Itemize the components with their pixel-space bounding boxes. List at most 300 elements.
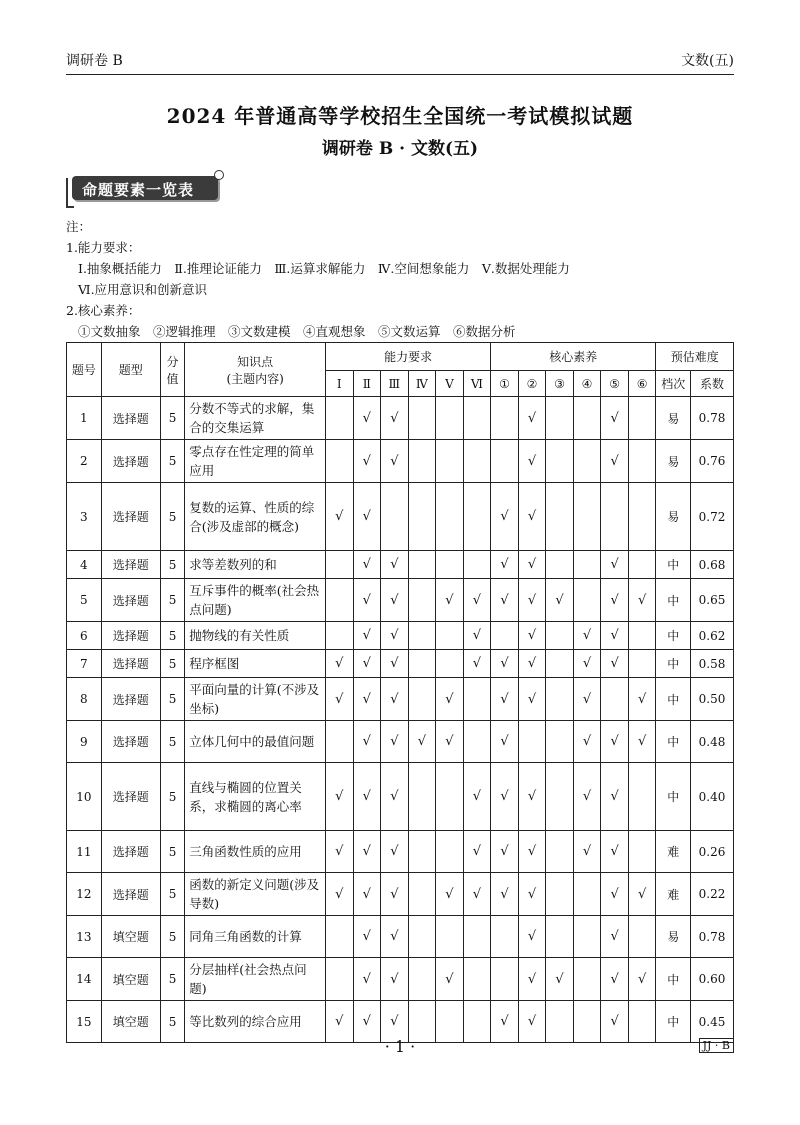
check-mark: √ xyxy=(491,551,519,579)
cell-level: 中 xyxy=(656,958,691,1001)
check-mark: √ xyxy=(326,650,354,678)
cell-level: 中 xyxy=(656,622,691,650)
cell-ability-6 xyxy=(463,397,491,440)
cell-num: 11 xyxy=(67,831,102,873)
check-mark: √ xyxy=(518,650,546,678)
cell-num: 13 xyxy=(67,916,102,958)
table-row xyxy=(67,650,734,678)
check-mark: √ xyxy=(601,551,629,579)
check-mark: √ xyxy=(601,397,629,440)
cell-score: 5 xyxy=(160,650,184,678)
cell-core-4 xyxy=(573,397,601,440)
cell-core-6 xyxy=(628,622,656,650)
col-core: 核心素养 xyxy=(491,343,656,371)
check-mark: √ xyxy=(436,579,464,622)
check-mark: √ xyxy=(326,763,354,831)
ability-line-1: Ⅰ.抽象概括能力 Ⅱ.推理论证能力 Ⅲ.运算求解能力 Ⅳ.空间想象能力 Ⅴ.数据处理能力 xyxy=(78,261,570,276)
cell-ability-6 xyxy=(463,440,491,483)
cell-ability-5 xyxy=(436,763,464,831)
cell-score: 5 xyxy=(160,1001,184,1043)
cell-type: 选择题 xyxy=(101,579,160,622)
check-mark: √ xyxy=(436,958,464,1001)
cell-score: 5 xyxy=(160,958,184,1001)
check-mark: √ xyxy=(463,763,491,831)
check-mark: √ xyxy=(353,678,381,721)
table-row xyxy=(67,678,734,721)
cell-coef: 0.78 xyxy=(691,916,734,958)
col-num: 题号 xyxy=(67,343,102,397)
cell-score: 5 xyxy=(160,721,184,763)
ability-col-6: Ⅵ xyxy=(463,371,491,397)
check-mark: √ xyxy=(518,763,546,831)
check-mark: √ xyxy=(381,1001,409,1043)
cell-ability-4 xyxy=(408,650,436,678)
cell-core-3 xyxy=(546,551,574,579)
check-mark: √ xyxy=(628,958,656,1001)
check-mark: √ xyxy=(601,440,629,483)
cell-type: 填空题 xyxy=(101,916,160,958)
cell-type: 选择题 xyxy=(101,397,160,440)
cell-topic: 函数的新定义问题(涉及导数) xyxy=(185,873,326,916)
check-mark: √ xyxy=(573,650,601,678)
table-row xyxy=(67,622,734,650)
cell-score: 5 xyxy=(160,678,184,721)
table-row xyxy=(67,483,734,551)
check-mark: √ xyxy=(601,622,629,650)
check-mark: √ xyxy=(381,551,409,579)
check-mark: √ xyxy=(573,831,601,873)
cell-ability-5 xyxy=(436,916,464,958)
check-mark: √ xyxy=(518,622,546,650)
cell-score: 5 xyxy=(160,831,184,873)
core-col-1: ① xyxy=(491,371,519,397)
check-mark: √ xyxy=(601,916,629,958)
cell-topic: 分数不等式的求解，集合的交集运算 xyxy=(185,397,326,440)
check-mark: √ xyxy=(353,916,381,958)
col-score xyxy=(160,343,184,397)
cell-type: 填空题 xyxy=(101,1001,160,1043)
table-row xyxy=(67,916,734,958)
cell-topic: 求等差数列的和 xyxy=(185,551,326,579)
check-mark: √ xyxy=(326,831,354,873)
check-mark: √ xyxy=(518,483,546,551)
cell-core-6 xyxy=(628,763,656,831)
cell-topic: 抛物线的有关性质 xyxy=(185,622,326,650)
ability-col-4: Ⅳ xyxy=(408,371,436,397)
check-mark: √ xyxy=(463,831,491,873)
cell-type: 选择题 xyxy=(101,678,160,721)
check-mark: √ xyxy=(491,873,519,916)
check-mark: √ xyxy=(353,873,381,916)
cell-type: 选择题 xyxy=(101,831,160,873)
cell-ability-4 xyxy=(408,958,436,1001)
cell-ability-1 xyxy=(326,440,354,483)
cell-score: 5 xyxy=(160,483,184,551)
check-mark: √ xyxy=(353,483,381,551)
cell-ability-4 xyxy=(408,831,436,873)
cell-score: 5 xyxy=(160,763,184,831)
cell-coef: 0.72 xyxy=(691,483,734,551)
check-mark: √ xyxy=(463,579,491,622)
cell-core-1 xyxy=(491,622,519,650)
check-mark: √ xyxy=(573,721,601,763)
check-mark: √ xyxy=(381,831,409,873)
cell-type: 选择题 xyxy=(101,763,160,831)
col-topic-b: (主题内容) xyxy=(226,371,284,386)
check-mark: √ xyxy=(518,958,546,1001)
cell-type: 填空题 xyxy=(101,958,160,1001)
cell-score: 5 xyxy=(160,397,184,440)
cell-core-4 xyxy=(573,958,601,1001)
check-mark: √ xyxy=(408,721,436,763)
cell-ability-6 xyxy=(463,678,491,721)
cell-coef: 0.60 xyxy=(691,958,734,1001)
cell-num: 1 xyxy=(67,397,102,440)
check-mark: √ xyxy=(491,1001,519,1043)
core-col-3: ③ xyxy=(546,371,574,397)
check-mark: √ xyxy=(381,579,409,622)
col-level: 档次 xyxy=(656,371,691,397)
cell-num: 5 xyxy=(67,579,102,622)
cell-level: 中 xyxy=(656,579,691,622)
check-mark: √ xyxy=(573,763,601,831)
check-mark: √ xyxy=(601,763,629,831)
cell-ability-1 xyxy=(326,579,354,622)
cell-core-5 xyxy=(601,678,629,721)
cell-type: 选择题 xyxy=(101,483,160,551)
cell-ability-4 xyxy=(408,622,436,650)
col-type: 题型 xyxy=(101,343,160,397)
section-banner xyxy=(66,170,224,204)
check-mark: √ xyxy=(518,678,546,721)
notes xyxy=(66,216,570,342)
check-mark: √ xyxy=(381,916,409,958)
table-row xyxy=(67,721,734,763)
table-row xyxy=(67,397,734,440)
check-mark: √ xyxy=(518,551,546,579)
cell-core-6 xyxy=(628,551,656,579)
check-mark: √ xyxy=(628,678,656,721)
cell-coef: 0.76 xyxy=(691,440,734,483)
check-mark: √ xyxy=(436,721,464,763)
cell-ability-4 xyxy=(408,678,436,721)
cell-coef: 0.50 xyxy=(691,678,734,721)
core-col-2: ② xyxy=(518,371,546,397)
check-mark: √ xyxy=(491,650,519,678)
cell-ability-1 xyxy=(326,622,354,650)
check-mark: √ xyxy=(601,958,629,1001)
col-coef: 系数 xyxy=(691,371,734,397)
ability-title: 1.能力要求： xyxy=(66,240,141,255)
cell-core-4 xyxy=(573,873,601,916)
ability-col-3: Ⅲ xyxy=(381,371,409,397)
cell-ability-5 xyxy=(436,831,464,873)
cell-ability-4 xyxy=(408,873,436,916)
cell-core-6 xyxy=(628,397,656,440)
col-ability: 能力要求 xyxy=(326,343,491,371)
cell-coef: 0.45 xyxy=(691,1001,734,1043)
cell-topic: 三角函数性质的应用 xyxy=(185,831,326,873)
cell-topic: 复数的运算、性质的综合(涉及虚部的概念) xyxy=(185,483,326,551)
table-row xyxy=(67,440,734,483)
cell-num: 14 xyxy=(67,958,102,1001)
cell-topic: 直线与椭圆的位置关系，求椭圆的离心率 xyxy=(185,763,326,831)
check-mark: √ xyxy=(353,579,381,622)
cell-core-3 xyxy=(546,873,574,916)
cell-score: 5 xyxy=(160,622,184,650)
banner-dot-icon xyxy=(214,170,224,180)
cell-ability-4 xyxy=(408,551,436,579)
check-mark: √ xyxy=(381,622,409,650)
cell-core-3 xyxy=(546,622,574,650)
cell-score: 5 xyxy=(160,916,184,958)
cell-type: 选择题 xyxy=(101,650,160,678)
cell-core-3 xyxy=(546,678,574,721)
col-score-b: 值 xyxy=(166,371,179,386)
table-row xyxy=(67,958,734,1001)
check-mark: √ xyxy=(436,873,464,916)
cell-score: 5 xyxy=(160,440,184,483)
col-score-a: 分 xyxy=(166,354,179,369)
cell-core-6 xyxy=(628,916,656,958)
cell-core-3 xyxy=(546,763,574,831)
cell-coef: 0.65 xyxy=(691,579,734,622)
cell-level: 易 xyxy=(656,397,691,440)
core-title: 2.核心素养： xyxy=(66,303,141,318)
cell-core-2 xyxy=(518,721,546,763)
core-col-4: ④ xyxy=(573,371,601,397)
cell-topic: 互斥事件的概率(社会热点问题) xyxy=(185,579,326,622)
core-col-5: ⑤ xyxy=(601,371,629,397)
cell-ability-5 xyxy=(436,440,464,483)
check-mark: √ xyxy=(518,1001,546,1043)
cell-num: 2 xyxy=(67,440,102,483)
check-mark: √ xyxy=(381,873,409,916)
cell-level: 中 xyxy=(656,678,691,721)
header-row-1 xyxy=(67,343,734,371)
check-mark: √ xyxy=(518,397,546,440)
cell-ability-4 xyxy=(408,916,436,958)
check-mark: √ xyxy=(601,579,629,622)
table-row xyxy=(67,873,734,916)
banner-text: 命题要素一览表 xyxy=(82,181,195,199)
cell-type: 选择题 xyxy=(101,440,160,483)
check-mark: √ xyxy=(353,831,381,873)
col-difficulty: 预估难度 xyxy=(656,343,734,371)
check-mark: √ xyxy=(491,678,519,721)
check-mark: √ xyxy=(353,551,381,579)
table-row xyxy=(67,831,734,873)
cell-coef: 0.26 xyxy=(691,831,734,873)
table-row xyxy=(67,579,734,622)
cell-topic: 程序框图 xyxy=(185,650,326,678)
check-mark: √ xyxy=(463,650,491,678)
cell-ability-5 xyxy=(436,551,464,579)
cell-level: 难 xyxy=(656,831,691,873)
check-mark: √ xyxy=(381,721,409,763)
cell-topic: 立体几何中的最值问题 xyxy=(185,721,326,763)
cell-ability-6 xyxy=(463,721,491,763)
cell-core-3 xyxy=(546,650,574,678)
cell-ability-1 xyxy=(326,397,354,440)
page-code: JJ · B xyxy=(699,1038,734,1053)
check-mark: √ xyxy=(628,579,656,622)
check-mark: √ xyxy=(518,873,546,916)
cell-topic: 同角三角函数的计算 xyxy=(185,916,326,958)
cell-ability-1 xyxy=(326,958,354,1001)
cell-num: 7 xyxy=(67,650,102,678)
cell-num: 9 xyxy=(67,721,102,763)
check-mark: √ xyxy=(353,397,381,440)
cell-ability-6 xyxy=(463,551,491,579)
check-mark: √ xyxy=(463,873,491,916)
cell-core-4 xyxy=(573,440,601,483)
cell-num: 4 xyxy=(67,551,102,579)
cell-coef: 0.40 xyxy=(691,763,734,831)
cell-topic: 零点存在性定理的简单应用 xyxy=(185,440,326,483)
cell-ability-1 xyxy=(326,721,354,763)
cell-core-3 xyxy=(546,831,574,873)
notes-label: 注： xyxy=(66,219,92,234)
cell-topic: 等比数列的综合应用 xyxy=(185,1001,326,1043)
cell-ability-1 xyxy=(326,916,354,958)
cell-ability-5 xyxy=(436,650,464,678)
col-topic xyxy=(185,343,326,397)
page-header xyxy=(66,44,734,75)
cell-core-1 xyxy=(491,916,519,958)
check-mark: √ xyxy=(573,678,601,721)
check-mark: √ xyxy=(546,579,574,622)
cell-core-4 xyxy=(573,551,601,579)
check-mark: √ xyxy=(353,1001,381,1043)
cell-level: 中 xyxy=(656,1001,691,1043)
cell-core-3 xyxy=(546,721,574,763)
page-title: 2024 年普通高等学校招生全国统一考试模拟试题 xyxy=(166,104,634,128)
check-mark: √ xyxy=(628,721,656,763)
check-mark: √ xyxy=(353,721,381,763)
check-mark: √ xyxy=(326,678,354,721)
check-mark: √ xyxy=(463,622,491,650)
cell-core-4 xyxy=(573,579,601,622)
check-mark: √ xyxy=(601,831,629,873)
cell-ability-3 xyxy=(381,483,409,551)
cell-coef: 0.48 xyxy=(691,721,734,763)
cell-core-3 xyxy=(546,397,574,440)
cell-ability-6 xyxy=(463,916,491,958)
cell-core-3 xyxy=(546,483,574,551)
cell-score: 5 xyxy=(160,551,184,579)
check-mark: √ xyxy=(601,650,629,678)
cell-level: 中 xyxy=(656,721,691,763)
table-row xyxy=(67,551,734,579)
cell-topic: 平面向量的计算(不涉及坐标) xyxy=(185,678,326,721)
cell-type: 选择题 xyxy=(101,551,160,579)
check-mark: √ xyxy=(628,873,656,916)
table-row xyxy=(67,763,734,831)
cell-num: 8 xyxy=(67,678,102,721)
header-left: 调研卷 B xyxy=(66,53,123,69)
cell-num: 6 xyxy=(67,622,102,650)
check-mark: √ xyxy=(326,1001,354,1043)
cell-level: 难 xyxy=(656,873,691,916)
cell-type: 选择题 xyxy=(101,873,160,916)
cell-core-3 xyxy=(546,916,574,958)
cell-level: 中 xyxy=(656,650,691,678)
check-mark: √ xyxy=(381,958,409,1001)
cell-coef: 0.58 xyxy=(691,650,734,678)
core-col-6: ⑥ xyxy=(628,371,656,397)
check-mark: √ xyxy=(353,440,381,483)
core-line: ①文数抽象 ②逻辑推理 ③文数建模 ④直观想象 ⑤文数运算 ⑥数据分析 xyxy=(78,324,516,339)
cell-level: 易 xyxy=(656,916,691,958)
cell-core-1 xyxy=(491,397,519,440)
cell-ability-4 xyxy=(408,763,436,831)
page-subtitle: 调研卷 B · 文数(五) xyxy=(321,139,479,159)
check-mark: √ xyxy=(601,721,629,763)
cell-ability-1 xyxy=(326,551,354,579)
check-mark: √ xyxy=(491,579,519,622)
cell-score: 5 xyxy=(160,873,184,916)
cell-level: 中 xyxy=(656,551,691,579)
cell-ability-4 xyxy=(408,397,436,440)
cell-level: 易 xyxy=(656,440,691,483)
col-topic-a: 知识点 xyxy=(237,354,274,369)
cell-coef: 0.68 xyxy=(691,551,734,579)
cell-ability-4 xyxy=(408,579,436,622)
check-mark: √ xyxy=(518,579,546,622)
check-mark: √ xyxy=(601,1001,629,1043)
cell-score: 5 xyxy=(160,579,184,622)
cell-num: 12 xyxy=(67,873,102,916)
check-mark: √ xyxy=(546,958,574,1001)
cell-core-1 xyxy=(491,440,519,483)
page-number: · 1 · xyxy=(384,1037,416,1056)
cell-ability-4 xyxy=(408,483,436,551)
check-mark: √ xyxy=(353,622,381,650)
check-mark: √ xyxy=(436,678,464,721)
cell-core-4 xyxy=(573,916,601,958)
cell-ability-4 xyxy=(408,440,436,483)
check-mark: √ xyxy=(573,622,601,650)
check-mark: √ xyxy=(518,916,546,958)
cell-ability-5 xyxy=(436,397,464,440)
cell-coef: 0.22 xyxy=(691,873,734,916)
check-mark: √ xyxy=(353,650,381,678)
cell-ability-5 xyxy=(436,483,464,551)
check-mark: √ xyxy=(381,650,409,678)
check-mark: √ xyxy=(518,831,546,873)
cell-type: 选择题 xyxy=(101,721,160,763)
check-mark: √ xyxy=(491,831,519,873)
check-mark: √ xyxy=(326,873,354,916)
elements-table xyxy=(66,342,734,1043)
cell-type: 选择题 xyxy=(101,622,160,650)
cell-core-4 xyxy=(573,483,601,551)
cell-level: 中 xyxy=(656,763,691,831)
check-mark: √ xyxy=(381,397,409,440)
check-mark: √ xyxy=(326,483,354,551)
cell-topic: 分层抽样(社会热点问题) xyxy=(185,958,326,1001)
cell-core-3 xyxy=(546,440,574,483)
check-mark: √ xyxy=(491,763,519,831)
check-mark: √ xyxy=(381,763,409,831)
check-mark: √ xyxy=(491,483,519,551)
check-mark: √ xyxy=(518,440,546,483)
cell-core-6 xyxy=(628,483,656,551)
cell-ability-6 xyxy=(463,958,491,1001)
cell-core-6 xyxy=(628,831,656,873)
cell-ability-5 xyxy=(436,622,464,650)
